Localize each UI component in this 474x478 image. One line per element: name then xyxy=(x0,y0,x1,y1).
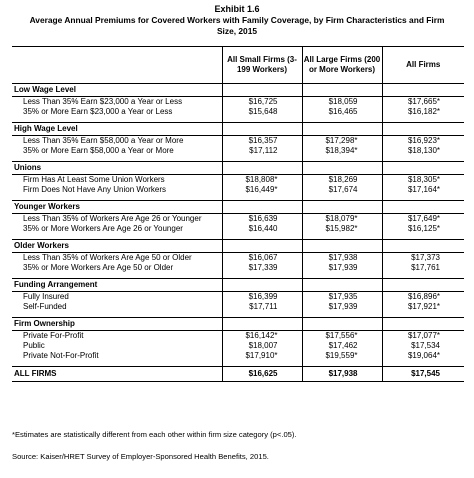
value-cell: $18,059 xyxy=(302,97,382,108)
group-empty-cell xyxy=(222,240,302,253)
value-cell: $18,079* xyxy=(302,214,382,225)
group-empty-cell xyxy=(382,162,464,175)
row-label: 35% or More Earn $58,000 a Year or More xyxy=(23,146,174,155)
value-cell: $17,921* xyxy=(382,302,464,312)
group-header-row xyxy=(12,279,464,292)
group-label: Funding Arrangement xyxy=(12,279,222,292)
value-cell: $17,910* xyxy=(222,351,302,361)
value-cell: $16,465 xyxy=(302,107,382,117)
group-label: Unions xyxy=(12,162,222,175)
table-body xyxy=(12,84,464,382)
value-cell: $17,164* xyxy=(382,185,464,195)
footnote: *Estimates are statistically different from each other within firm size category (p<.05). xyxy=(12,430,297,439)
value-cell: $17,077* xyxy=(382,331,464,342)
group-label: High Wage Level xyxy=(12,123,222,136)
value-cell: $17,761 xyxy=(382,263,464,273)
group-empty-cell xyxy=(382,123,464,136)
table-header-row xyxy=(12,47,464,84)
row-label: Firm Has At Least Some Union Workers xyxy=(23,175,165,184)
value-cell: $16,399 xyxy=(222,292,302,303)
value-cell: $17,939 xyxy=(302,302,382,312)
source-note: Source: Kaiser/HRET Survey of Employer-Sponsored Health Benefits, 2015. xyxy=(12,452,269,461)
table-row xyxy=(12,341,464,351)
value-cell: $16,182* xyxy=(382,107,464,117)
table-row xyxy=(12,253,464,264)
value-cell: $16,440 xyxy=(222,224,302,234)
table-row xyxy=(12,146,464,156)
group-empty-cell xyxy=(382,240,464,253)
row-label: Less Than 35% Earn $23,000 a Year or Less xyxy=(23,97,183,106)
group-label: Low Wage Level xyxy=(12,84,222,97)
column-header-small-firms: All Small Firms (3-199 Workers) xyxy=(222,47,302,84)
row-label: Private For-Profit xyxy=(23,331,84,340)
value-cell: $15,648 xyxy=(222,107,302,117)
value-cell: $17,339 xyxy=(222,263,302,273)
all-firms-value: $17,545 xyxy=(382,367,464,382)
row-label: Less Than 35% of Workers Are Age 50 or Older xyxy=(23,253,192,262)
value-cell: $19,064* xyxy=(382,351,464,361)
row-label: 35% or More Workers Are Age 50 or Older xyxy=(23,263,174,272)
value-cell: $16,923* xyxy=(382,136,464,147)
group-label: Older Workers xyxy=(12,240,222,253)
row-label: Self-Funded xyxy=(23,302,67,311)
group-empty-cell xyxy=(302,318,382,331)
group-empty-cell xyxy=(302,123,382,136)
value-cell: $18,808* xyxy=(222,175,302,186)
value-cell: $19,559* xyxy=(302,351,382,361)
header-label-cell xyxy=(12,47,222,84)
table-row xyxy=(12,185,464,195)
value-cell: $18,269 xyxy=(302,175,382,186)
value-cell: $16,142* xyxy=(222,331,302,342)
all-firms-value: $17,938 xyxy=(302,367,382,382)
table-row xyxy=(12,136,464,147)
all-firms-value: $16,625 xyxy=(222,367,302,382)
group-header-row xyxy=(12,318,464,331)
group-empty-cell xyxy=(302,84,382,97)
group-empty-cell xyxy=(382,279,464,292)
value-cell: $17,674 xyxy=(302,185,382,195)
all-firms-row xyxy=(12,367,464,382)
value-cell: $15,982* xyxy=(302,224,382,234)
column-header-large-firms: All Large Firms (200 or More Workers) xyxy=(302,47,382,84)
row-label: 35% or More Workers Are Age 26 or Younger xyxy=(23,224,183,233)
value-cell: $16,449* xyxy=(222,185,302,195)
value-cell: $18,130* xyxy=(382,146,464,156)
table-row xyxy=(12,97,464,108)
group-empty-cell xyxy=(302,279,382,292)
group-empty-cell xyxy=(222,201,302,214)
value-cell: $16,725 xyxy=(222,97,302,108)
group-label: Firm Ownership xyxy=(12,318,222,331)
group-header-row xyxy=(12,84,464,97)
value-cell: $17,112 xyxy=(222,146,302,156)
row-label: Firm Does Not Have Any Union Workers xyxy=(23,185,167,194)
value-cell: $17,711 xyxy=(222,302,302,312)
table-row xyxy=(12,302,464,312)
value-cell: $17,373 xyxy=(382,253,464,264)
value-cell: $16,357 xyxy=(222,136,302,147)
table-row xyxy=(12,263,464,273)
title-block xyxy=(0,0,474,36)
group-empty-cell xyxy=(222,318,302,331)
value-cell: $17,935 xyxy=(302,292,382,303)
group-empty-cell xyxy=(222,84,302,97)
value-cell: $17,556* xyxy=(302,331,382,342)
value-cell: $18,305* xyxy=(382,175,464,186)
all-firms-label: ALL FIRMS xyxy=(12,367,222,382)
group-header-row xyxy=(12,240,464,253)
table-row xyxy=(12,292,464,303)
table-row xyxy=(12,175,464,186)
value-cell: $16,639 xyxy=(222,214,302,225)
value-cell: $17,938 xyxy=(302,253,382,264)
group-header-row xyxy=(12,162,464,175)
exhibit-title: Average Annual Premiums for Covered Workers with Family Coverage, by Firm Characteristics and Firm Size, 2015 xyxy=(29,15,445,36)
table-row xyxy=(12,331,464,342)
group-empty-cell xyxy=(222,123,302,136)
value-cell: $18,007 xyxy=(222,341,302,351)
group-header-row xyxy=(12,123,464,136)
column-header-all-firms: All Firms xyxy=(382,47,464,84)
group-empty-cell xyxy=(222,279,302,292)
value-cell: $17,939 xyxy=(302,263,382,273)
group-empty-cell xyxy=(382,84,464,97)
group-empty-cell xyxy=(382,318,464,331)
value-cell: $18,394* xyxy=(302,146,382,156)
row-label: Less Than 35% Earn $58,000 a Year or More xyxy=(23,136,184,145)
value-cell: $17,649* xyxy=(382,214,464,225)
table-row xyxy=(12,214,464,225)
value-cell: $17,665* xyxy=(382,97,464,108)
exhibit-number: Exhibit 1.6 xyxy=(214,4,260,14)
group-empty-cell xyxy=(302,240,382,253)
group-empty-cell xyxy=(382,201,464,214)
row-label: Fully Insured xyxy=(23,292,69,301)
row-label: Public xyxy=(23,341,45,350)
row-label: Less Than 35% of Workers Are Age 26 or Younger xyxy=(23,214,202,223)
group-empty-cell xyxy=(302,201,382,214)
table-row xyxy=(12,224,464,234)
table-row xyxy=(12,107,464,117)
value-cell: $16,067 xyxy=(222,253,302,264)
premiums-table xyxy=(12,46,464,382)
row-label: Private Not-For-Profit xyxy=(23,351,99,360)
value-cell: $17,534 xyxy=(382,341,464,351)
group-header-row xyxy=(12,201,464,214)
group-label: Younger Workers xyxy=(12,201,222,214)
table-row xyxy=(12,351,464,361)
row-label: 35% or More Earn $23,000 a Year or Less xyxy=(23,107,173,116)
value-cell: $16,896* xyxy=(382,292,464,303)
value-cell: $17,462 xyxy=(302,341,382,351)
value-cell: $16,125* xyxy=(382,224,464,234)
group-empty-cell xyxy=(302,162,382,175)
group-empty-cell xyxy=(222,162,302,175)
value-cell: $17,298* xyxy=(302,136,382,147)
